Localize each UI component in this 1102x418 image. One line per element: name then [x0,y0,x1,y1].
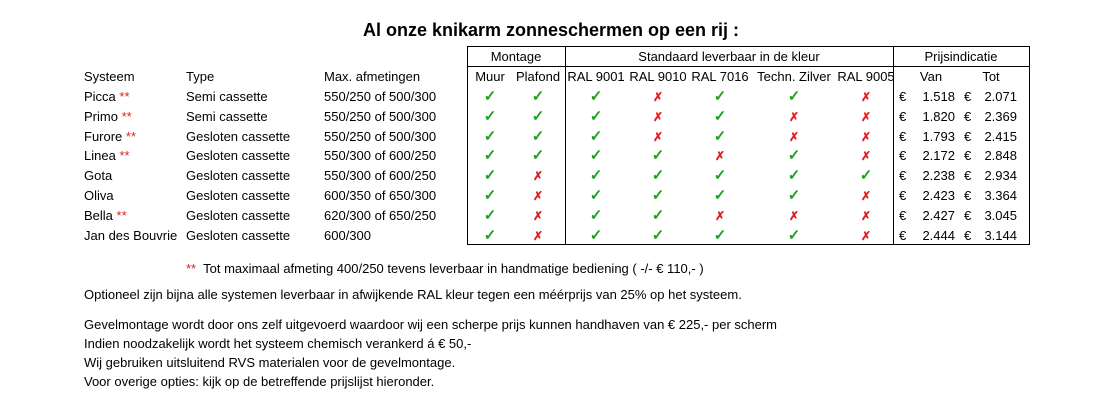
cross-icon-ral9010: ✗ [652,129,664,144]
check-icon-plafond: ✓ [531,127,545,145]
cross-icon-zilver: ✗ [788,129,800,144]
price-van: 2.172 [922,148,955,164]
cross-icon-ral9005: ✗ [860,208,872,223]
cross-icon-plafond: ✗ [532,228,544,243]
cross-icon-ral7016: ✗ [714,149,726,164]
row-type: Semi cassette [186,89,268,104]
systeem-name: Linea [84,148,116,164]
row-afmetingen: 600/350 of 650/300 [324,188,437,203]
price-tot: 2.934 [984,168,1017,184]
header-systeem: Systeem [84,69,135,84]
row-afmetingen: 550/300 of 600/250 [324,148,437,164]
price-van: 2.427 [922,207,955,223]
row-type: Semi cassette [186,108,268,124]
row-type: Gesloten cassette [186,168,291,184]
check-icon-ral9001: ✓ [589,187,603,204]
systeem-name: Furore [84,128,123,144]
row-type: Gesloten cassette [186,128,291,144]
cross-icon-plafond: ✗ [532,169,544,184]
footnote-star: ** [186,261,197,276]
systeem-name: Primo [84,108,118,124]
price-tot: 2.848 [984,148,1017,164]
check-icon-zilver: ✓ [787,167,801,185]
price-tot: 3.045 [984,207,1017,223]
star-marker: ** [116,207,127,223]
cross-icon-ral9010: ✗ [652,109,664,124]
header-ral7016: RAL 7016 [691,69,749,84]
info-line-2: Indien noodzakelijk wordt het systeem chemisch verankerd á € 50,- [84,336,472,351]
info-line-4: Voor overige opties: kijk op de betreffende prijslijst hieronder. [84,374,435,389]
star-marker: ** [121,108,132,124]
euro-van: € [899,168,907,184]
euro-tot: € [964,108,972,124]
price-van: 2.423 [922,188,955,203]
cross-icon-ral7016: ✗ [714,208,726,223]
check-icon-ral9010: ✓ [651,187,665,204]
euro-tot: € [964,89,972,104]
footnote-text: Tot maximaal afmeting 400/250 tevens leverbaar in handmatige bediening ( -/- € 110,- ) [203,261,704,276]
euro-tot: € [964,188,972,203]
check-icon-zilver: ✓ [787,147,801,165]
footnote [186,261,704,277]
check-icon-ral9001: ✓ [589,107,603,125]
row-type: Gesloten cassette [186,227,291,243]
star-marker: ** [119,148,130,164]
price-tot: 2.071 [984,89,1017,104]
systeem-name: Picca [84,89,116,104]
row-afmetingen: 600/300 [324,227,371,243]
check-icon-ral7016: ✓ [713,107,727,125]
header-afmetingen: Max. afmetingen [324,69,421,84]
row-type: Gesloten cassette [186,207,291,223]
price-van: 1.820 [922,108,955,124]
row-systeem [84,109,132,125]
page-title: Al onze knikarm zonneschermen op een rij : [362,20,740,40]
row-afmetingen: 550/250 of 500/300 [324,108,437,124]
check-icon-ral9010: ✓ [651,167,665,185]
check-icon-zilver: ✓ [787,226,801,244]
check-icon-zilver: ✓ [787,187,801,204]
row-systeem [84,148,130,164]
cross-icon-plafond: ✗ [532,189,544,203]
euro-tot: € [964,168,972,184]
check-icon-ral7016: ✓ [713,187,727,204]
cross-icon-ral9005: ✗ [860,129,872,144]
group-kleur: Standaard leverbaar in de kleur [638,49,820,64]
euro-tot: € [964,148,972,164]
header-ral9001: RAL 9001 [567,69,625,84]
check-icon-ral9005: ✓ [859,167,873,185]
euro-van: € [899,227,907,243]
row-systeem [84,89,130,105]
check-icon-ral9001: ✓ [589,226,603,244]
euro-van: € [899,207,907,223]
header-ral9005: RAL 9005 [837,69,895,84]
star-marker: ** [119,89,130,104]
table-border-right [1029,46,1030,244]
cross-icon-plafond: ✗ [532,208,544,223]
check-icon-ral9010: ✓ [651,206,665,224]
cross-icon-ral9005: ✗ [860,109,872,124]
cross-icon-ral9005: ✗ [860,189,872,203]
euro-tot: € [964,207,972,223]
row-systeem [84,129,136,145]
systeem-name: Gota [84,168,113,184]
price-tot: 2.369 [984,108,1017,124]
check-icon-ral9001: ✓ [589,206,603,224]
table-border-left [467,46,468,244]
systeem-name: Oliva [84,188,114,203]
check-icon-muur: ✓ [483,167,497,185]
check-icon-ral7016: ✓ [713,167,727,185]
group-prijs: Prijsindicatie [924,49,998,64]
price-tot: 3.364 [984,188,1017,203]
header-van: Van [919,69,943,84]
row-systeem [84,188,114,204]
row-systeem [84,168,112,184]
table-group-underline [467,66,1030,67]
check-icon-ral9001: ✓ [589,167,603,185]
cross-icon-zilver: ✗ [788,109,800,124]
header-zilver: Techn. Zilver [757,69,831,84]
row-systeem [84,228,177,244]
cross-icon-ral9010: ✗ [652,90,664,104]
cross-icon-ral9005: ✗ [860,228,872,243]
systeem-name: Bella [84,207,113,223]
row-afmetingen: 550/250 of 500/300 [324,128,437,144]
price-van: 2.238 [922,168,955,184]
check-icon-plafond: ✓ [531,147,545,165]
check-icon-zilver: ✓ [787,88,801,105]
price-tot: 2.415 [984,128,1017,144]
row-systeem [84,208,127,224]
check-icon-ral9010: ✓ [651,147,665,165]
cross-icon-ral9005: ✗ [860,149,872,164]
star-marker: ** [125,128,137,144]
check-icon-ral9001: ✓ [589,147,603,165]
row-type: Gesloten cassette [186,148,291,164]
header-muur: Muur [475,69,505,84]
check-icon-muur: ✓ [483,147,497,165]
check-icon-muur: ✓ [483,107,497,125]
euro-van: € [899,108,907,124]
price-van: 1.518 [922,89,955,104]
check-icon-plafond: ✓ [531,88,545,105]
check-icon-muur: ✓ [483,88,497,105]
check-icon-ral9001: ✓ [589,127,603,145]
header-tot: Tot [982,69,1000,84]
euro-van: € [899,188,907,203]
euro-van: € [899,128,907,144]
row-afmetingen: 620/300 of 650/250 [324,207,437,223]
check-icon-muur: ✓ [483,187,497,204]
row-afmetingen: 550/250 of 500/300 [324,89,437,104]
euro-van: € [899,89,907,104]
info-line-1: Gevelmontage wordt door ons zelf uitgevoerd waardoor wij een scherpe prijs kunnen handhaven van € 225,- per scherm [84,317,778,332]
cross-icon-zilver: ✗ [788,208,800,223]
info-line-3: Wij gebruiken uitsluitend RVS materialen voor de gevelmontage. [84,355,456,370]
euro-tot: € [964,128,972,144]
check-icon-ral7016: ✓ [713,88,727,105]
euro-tot: € [964,227,972,243]
check-icon-muur: ✓ [483,206,497,224]
table-border-bottom [467,244,1030,245]
optional-note: Optioneel zijn bijna alle systemen leverbaar in afwijkende RAL kleur tegen een méérprijs van 25% op het systeem. [84,287,742,302]
price-van: 1.793 [922,128,955,144]
check-icon-ral9010: ✓ [651,226,665,244]
check-icon-ral7016: ✓ [713,127,727,145]
price-tot: 3.144 [984,227,1017,243]
check-icon-ral7016: ✓ [713,226,727,244]
check-icon-muur: ✓ [483,127,497,145]
table-border-top [467,46,1030,47]
header-ral9010: RAL 9010 [629,69,687,84]
header-type: Type [186,69,215,84]
row-afmetingen: 550/300 of 600/250 [324,168,437,184]
group-montage: Montage [490,49,542,64]
check-icon-ral9001: ✓ [589,88,603,105]
euro-van: € [899,148,907,164]
systeem-name: Jan des Bouvrie [84,227,178,243]
check-icon-muur: ✓ [483,226,497,244]
check-icon-plafond: ✓ [531,107,545,125]
row-type: Gesloten cassette [186,188,291,203]
price-van: 2.444 [922,227,955,243]
header-plafond: Plafond [515,69,561,84]
cross-icon-ral9005: ✗ [860,90,872,104]
